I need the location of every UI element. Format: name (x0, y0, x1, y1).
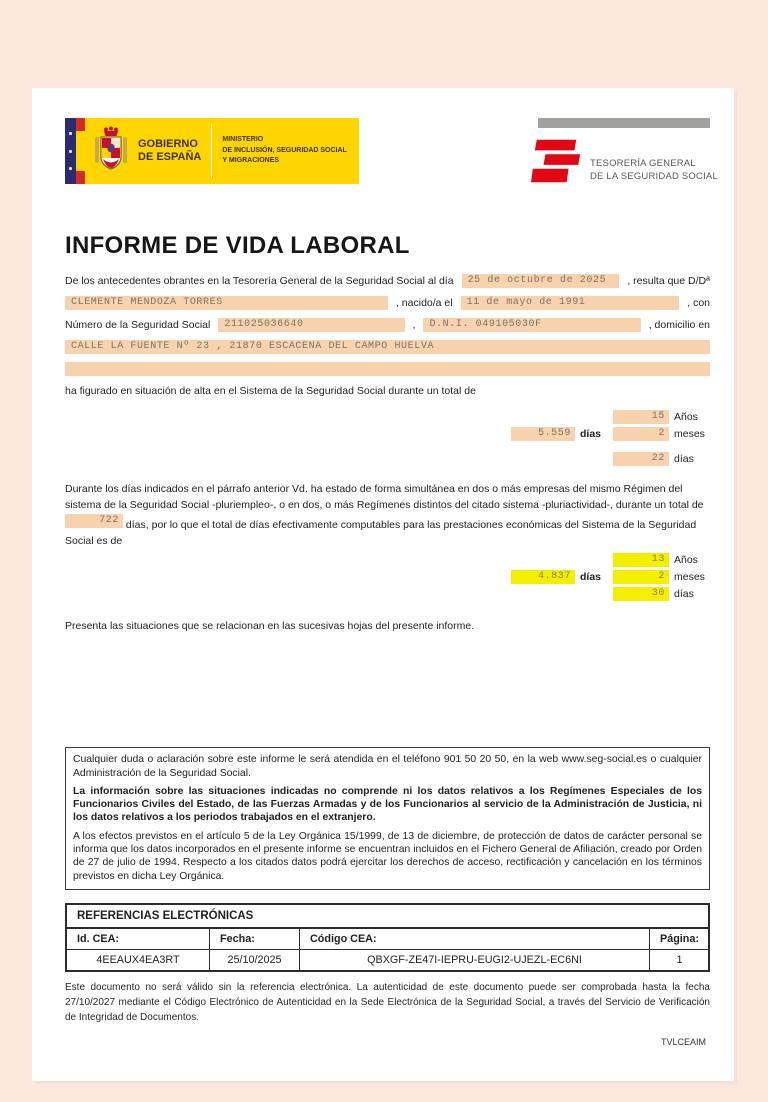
pluri-days-field: 722 (65, 514, 123, 528)
alta-total-days-unit: días (579, 428, 601, 440)
empty-space (65, 632, 710, 747)
tgss-gray-bar (538, 118, 710, 128)
alta-months-unit: meses (674, 428, 705, 440)
pluri-text-before: Durante los días indicados en el párrafo anterior Vd. ha estado de forma simultánea en dos o más empresas del mismo Régimen del sistema de la Seguridad Social -pluriempleo-, o en dos, o más Regímenes distintos del citado sistema -pluriactividad-, durante un total de (65, 483, 704, 512)
eu-star-dot (69, 132, 72, 135)
gobierno-name (138, 138, 201, 164)
info-paragraph-contact: Cualquier duda o aclaración sobre este informe le será atendida en el teléfono 901 50 20 50, en la web www.seg-social.es o cualquier Administración de la Seguridad Social. (73, 754, 702, 779)
legal-footer-text: Este documento no será válido sin la referencia electrónica. La autenticidad de este documento puede ser comprobada hasta la fecha 27/10/2027 mediante el Código Electrónico de Autenticidad en la Sede Electrónica de la Seguridad Social, a través del Servicio de Verificación de Integridad de Documentos. (65, 982, 710, 1023)
gobierno-de-espana-logo (65, 118, 359, 184)
birth-date-field: 11 de mayo de 1991 (461, 296, 680, 310)
alta-total-days-value: 5.559 (511, 427, 575, 441)
col-header-codigo-cea: Código CEA: (300, 929, 650, 950)
ssn-field: 211025036640 (218, 318, 404, 332)
intro-line-ssn (65, 318, 710, 332)
alta-years-row (613, 410, 710, 424)
comp-years-unit: Años (674, 554, 698, 567)
alta-days-value: 22 (613, 452, 669, 466)
intro-text-con: , con (687, 297, 710, 309)
alta-years-unit: Años (674, 411, 698, 423)
document-header (65, 118, 718, 194)
info-paragraph-exclusions: La información sobre las situaciones indicadas no comprende ni los datos relativos a los Regímenes Especiales de los Funcionarios Civiles del Estado, de las Fuerzas Armadas y de los Funcionarios al servicio de la Administración de Justicia, ni los datos relativos a los periodos trabajados en el extranjero. (73, 785, 702, 824)
tgss-row (538, 133, 718, 194)
dni-field: D.N.I. 049105030F (423, 318, 640, 332)
pluriactividad-paragraph (65, 481, 710, 549)
ministry-banner (85, 118, 359, 184)
ministry-line1: MINISTERIO (222, 135, 264, 143)
address-field-line2 (65, 362, 710, 376)
references-grid (67, 929, 708, 970)
references-title: REFERENCIAS ELECTRÓNICAS (67, 905, 708, 929)
col-header-fecha: Fecha: (210, 929, 300, 950)
report-date-field: 25 de octubre de 2025 (462, 274, 620, 288)
alta-months-row (511, 427, 710, 441)
referencias-electronicas-table (65, 903, 710, 972)
tgss-logo-icon (538, 133, 584, 194)
alta-text: ha figurado en situación de alta en el Sistema de la Seguridad Social durante un total de (65, 385, 476, 397)
eu-star-dot (69, 150, 72, 153)
comp-months-unit: meses (674, 571, 705, 584)
intro-text-domicilio: , domicilio en (648, 319, 710, 331)
gobierno-name-line2: DE ESPAÑA (138, 151, 202, 163)
comp-total-days-value: 4.837 (511, 570, 575, 584)
tgss-name-line2: DE LA SEGURIDAD SOCIAL (590, 171, 718, 183)
info-box (65, 747, 710, 890)
info-paragraph-data-protection: A los efectos previstos en el artículo 5 de la Ley Orgánica 15/1999, de 13 de diciembre, de protección de datos de carácter personal se informa que los datos incorporados en el presente informe se encuentran incluidos en el Fichero General de Afiliación, creado por Orden de 27 de julio de 1994. Respecto a los citados datos podrá ejercitar los derechos de acceso, rectificación y cancelación en los términos previstos en dicha Ley Orgánica. (73, 830, 702, 882)
document-code: TVLCEAIM (660, 1037, 706, 1047)
intro-comma: , (412, 319, 416, 331)
comp-total-days-unit: días (579, 571, 601, 584)
pluri-text-after: días, por lo que el total de días efectivamente computables para las prestaciones económicas del Sistema de la Seguridad Social es de (65, 518, 697, 547)
ministry-line3: Y MIGRACIONES (222, 157, 280, 165)
value-codigo-cea: QBXGF-ZE47I-IEPRU-EUGI2-UJEZL-EC6NI (300, 950, 650, 970)
intro-text-before-date: De los antecedentes obrantes en la Tesorería General de la Seguridad Social al día (65, 275, 454, 287)
intro-line-address2 (65, 362, 710, 376)
gobierno-name-line1: GOBIERNO (138, 137, 198, 150)
comp-days-value: 30 (613, 587, 669, 601)
intro-line-address (65, 340, 710, 354)
page-title: INFORME DE VIDA LABORAL (65, 232, 410, 259)
col-header-id-cea: Id. CEA: (67, 929, 210, 950)
person-name-field: CLEMENTE MENDOZA TORRES (65, 296, 388, 310)
intro-line-name (65, 296, 710, 310)
ministry-line2: DE INCLUSIÓN, SEGURIDAD SOCIAL (222, 146, 347, 154)
alta-years-value: 15 (613, 410, 669, 424)
intro-text-nacido: , nacido/a el (395, 297, 453, 309)
presenta-line: Presenta las situaciones que se relacionan en las sucesivas hojas del presente informe. (65, 620, 475, 633)
comp-months-value: 2 (613, 570, 669, 584)
tgss-name (590, 157, 718, 194)
col-header-pagina: Página: (650, 929, 709, 950)
intro-line-alta (65, 384, 710, 398)
tgss-logo-block (538, 118, 718, 194)
spain-flag-strip (76, 118, 85, 184)
intro-line-date (65, 274, 710, 288)
comp-months-row (511, 570, 710, 584)
tgss-name-line1: TESORERÍA GENERAL (590, 158, 696, 169)
totals-computables-block (65, 553, 710, 604)
comp-days-unit: días (674, 588, 694, 601)
ssn-label: Número de la Seguridad Social (65, 319, 211, 331)
document-page (32, 88, 734, 1081)
spain-coat-of-arms-icon (94, 125, 128, 177)
alta-months-value: 2 (613, 427, 669, 441)
address-field: CALLE LA FUENTE Nº 23 , 21870 ESCACENA DEL CAMPO HUELVA (65, 340, 710, 354)
totals-alta-block (65, 410, 710, 469)
value-id-cea: 4EEAUX4EA3RT (67, 950, 210, 970)
alta-days-row (613, 452, 710, 466)
logo-divider (211, 124, 212, 178)
comp-years-value: 13 (613, 553, 669, 567)
alta-days-unit: días (674, 453, 694, 465)
value-fecha: 25/10/2025 (210, 950, 300, 970)
ministry-name (222, 135, 346, 168)
comp-days-row (613, 587, 710, 601)
intro-paragraph (65, 274, 710, 406)
eu-flag-strip (65, 118, 76, 184)
eu-star-dot (69, 167, 72, 170)
comp-years-row (613, 553, 710, 567)
value-pagina: 1 (676, 954, 683, 966)
intro-text-after-date: , resulta que D/Dª (627, 275, 710, 287)
